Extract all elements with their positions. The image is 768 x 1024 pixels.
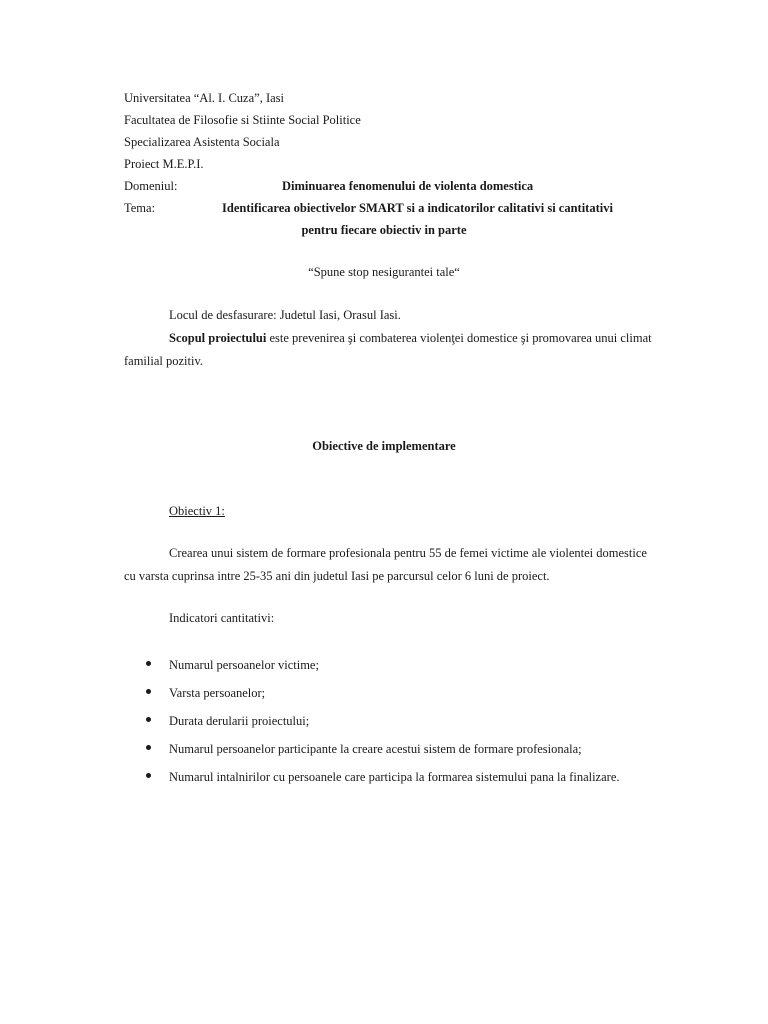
theme-label: Tema: <box>124 201 156 215</box>
domain-label: Domeniul: <box>124 179 178 193</box>
faculty-line: Facultatea de Filosofie si Stiinte Social Politice <box>124 113 361 127</box>
scope-line2: familial pozitiv. <box>124 354 204 368</box>
scope-bold-label: Scopul proiectului <box>169 331 267 345</box>
domain-value: Diminuarea fenomenului de violenta domestica <box>282 179 534 193</box>
project-line: Proiect M.E.P.I. <box>124 157 204 171</box>
indicators-title: Indicatori cantitativi: <box>169 611 275 625</box>
bullet-icon <box>146 689 151 694</box>
section-title: Obiective de implementare <box>312 439 456 453</box>
list-item: Numarul persoanelor victime; <box>169 658 319 672</box>
bullet-icon <box>146 661 151 666</box>
scope-text: este prevenirea şi combaterea violenţei domestice şi promovarea unui climat <box>266 331 652 345</box>
bullet-icon <box>146 717 151 722</box>
objective-description-line1: Crearea unui sistem de formare profesionala pentru 55 de femei victime ale violentei domestice <box>169 546 647 560</box>
scope-line1 <box>169 330 652 346</box>
theme-value-line1: Identificarea obiectivelor SMART si a indicatorilor calitativi si cantitativi <box>222 201 613 215</box>
list-item: Durata derularii proiectului; <box>169 714 310 728</box>
bullet-icon <box>146 745 151 750</box>
theme-value-line2: pentru fiecare obiectiv in parte <box>301 223 467 237</box>
list-item: Varsta persoanelor; <box>169 686 266 700</box>
list-item: Numarul persoanelor participante la creare acestui sistem de formare profesionala; <box>169 742 582 756</box>
university-line: Universitatea “Al. I. Cuza”, Iasi <box>124 91 285 105</box>
list-item: Numarul intalnirilor cu persoanele care participa la formarea sistemului pana la finalizare. <box>169 770 620 784</box>
specialization-line: Specializarea Asistenta Sociala <box>124 135 280 149</box>
slogan: “Spune stop nesigurantei tale“ <box>308 265 460 279</box>
location-line: Locul de desfasurare: Judetul Iasi, Orasul Iasi. <box>169 308 401 322</box>
objective-title: Obiectiv 1: <box>169 504 225 518</box>
bullet-icon <box>146 773 151 778</box>
objective-description-line2: cu varsta cuprinsa intre 25-35 ani din judetul Iasi pe parcursul celor 6 luni de proiect. <box>124 569 550 583</box>
